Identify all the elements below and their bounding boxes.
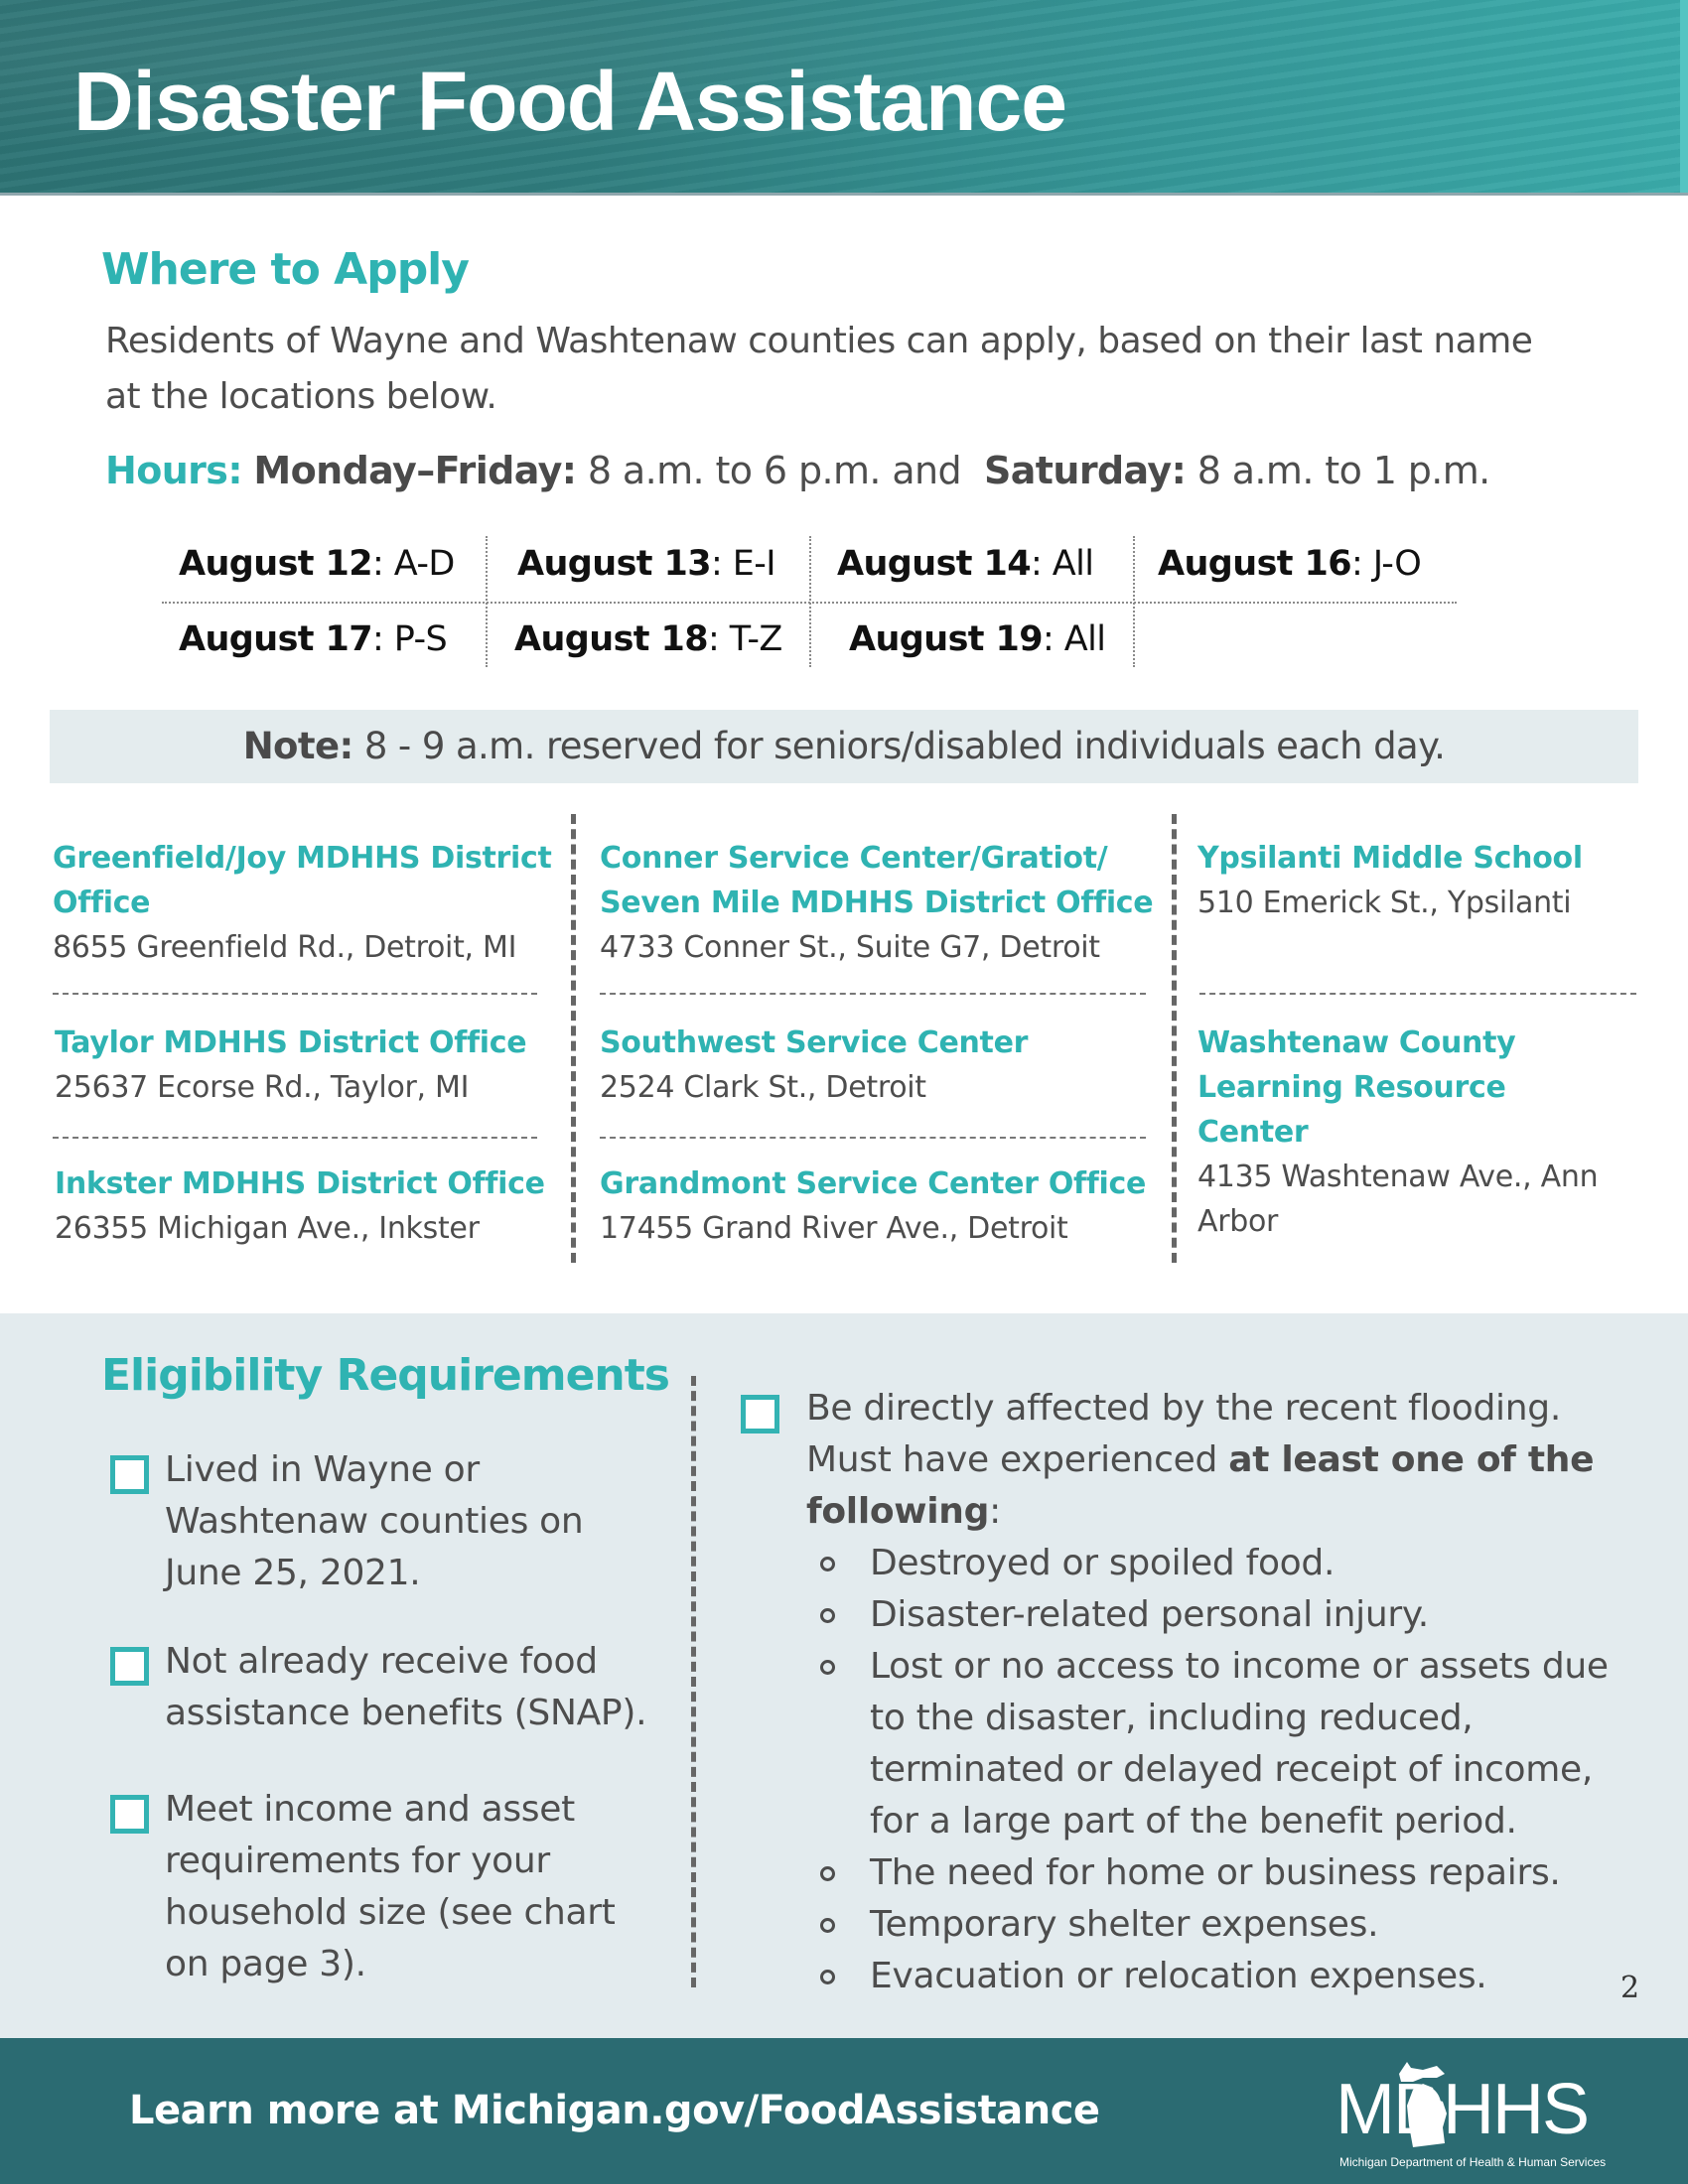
requirement-text: Meet income and asset requirements for your household size (see chart on page 3). bbox=[165, 1789, 616, 1984]
schedule-cell: August 18: T-Z bbox=[514, 619, 782, 659]
sub-requirement-item: Lost or no access to income or assets due to the disaster, including reduced, terminated or delayed receipt of income, for a large part of the benefit period. bbox=[806, 1641, 1611, 1847]
bullet-circle-icon bbox=[820, 1608, 835, 1623]
sub-requirement-item: Disaster-related personal injury. bbox=[806, 1589, 1611, 1641]
intro-paragraph: Residents of Wayne and Washtenaw counties can apply, based on their last name at the locations below. bbox=[105, 321, 1533, 417]
location-separator bbox=[53, 993, 537, 995]
bullet-circle-icon bbox=[820, 1557, 835, 1571]
location-name: Grandmont Service Center Office bbox=[600, 1166, 1147, 1201]
location-name: Taylor MDHHS District Office bbox=[55, 1025, 527, 1060]
requirement-checkbox[interactable] bbox=[741, 1395, 779, 1433]
saturday-label: Saturday: bbox=[983, 449, 1187, 492]
schedule-col-divider bbox=[486, 536, 488, 667]
sub-requirement-item: The need for home or business repairs. bbox=[806, 1847, 1611, 1899]
location-item bbox=[600, 1021, 1156, 1110]
bullet-circle-icon bbox=[820, 1866, 835, 1881]
bullet-circle-icon bbox=[820, 1660, 835, 1675]
locations-column-divider bbox=[571, 814, 576, 1263]
location-name: Washtenaw County Learning Resource Center bbox=[1197, 1025, 1516, 1150]
location-address: 26355 Michigan Ave., Inkster bbox=[55, 1211, 480, 1246]
hours-label: Hours: bbox=[105, 449, 242, 492]
location-name: Conner Service Center/Gratiot/ Seven Mile MDHHS District Office bbox=[600, 841, 1154, 920]
hours-line bbox=[105, 449, 1490, 492]
bullet-circle-icon bbox=[820, 1918, 835, 1933]
bullet-circle-icon bbox=[820, 1970, 835, 1984]
schedule-cell: August 14: All bbox=[837, 544, 1094, 584]
header-banner bbox=[0, 0, 1688, 196]
location-address: 17455 Grand River Ave., Detroit bbox=[600, 1211, 1068, 1246]
location-name: Southwest Service Center bbox=[600, 1025, 1029, 1060]
schedule-cell: August 12: A-D bbox=[179, 544, 455, 584]
location-item bbox=[53, 836, 559, 970]
schedule-table bbox=[162, 534, 1457, 667]
saturday-hours: 8 a.m. to 1 p.m. bbox=[1196, 449, 1490, 492]
location-name: Greenfield/Joy MDHHS District Office bbox=[53, 841, 552, 920]
location-separator bbox=[600, 993, 1146, 995]
location-separator bbox=[600, 1137, 1146, 1139]
sub-requirement-item: Destroyed or spoiled food. bbox=[806, 1538, 1611, 1589]
location-item bbox=[600, 1161, 1156, 1251]
where-to-apply-heading: Where to Apply bbox=[101, 244, 469, 295]
location-item bbox=[1197, 1021, 1624, 1244]
page-title: Disaster Food Assistance bbox=[73, 55, 1066, 148]
locations-column-divider bbox=[1172, 814, 1177, 1263]
sub-requirement-list bbox=[806, 1538, 1611, 2002]
requirement-checkbox[interactable] bbox=[110, 1647, 149, 1686]
logo-wordmark: MDHHS bbox=[1336, 2070, 1588, 2149]
location-address: 25637 Ecorse Rd., Taylor, MI bbox=[55, 1070, 470, 1105]
location-name: Inkster MDHHS District Office bbox=[55, 1166, 545, 1201]
requirement-checkbox[interactable] bbox=[110, 1795, 149, 1834]
sub-requirement-item: Evacuation or relocation expenses. bbox=[806, 1951, 1611, 2002]
location-item bbox=[55, 1161, 561, 1251]
location-address: 510 Emerick St., Ypsilanti bbox=[1197, 886, 1572, 920]
schedule-cell: August 17: P-S bbox=[179, 619, 448, 659]
location-item bbox=[600, 836, 1156, 970]
note-text: 8 - 9 a.m. reserved for seniors/disabled individuals each day. bbox=[363, 725, 1446, 767]
eligibility-heading: Eligibility Requirements bbox=[101, 1350, 669, 1401]
food-assistance-link[interactable]: Learn more at Michigan.gov/FoodAssistance bbox=[129, 2088, 1100, 2133]
note-banner bbox=[50, 710, 1638, 783]
note-label: Note: bbox=[242, 725, 353, 767]
weekday-label: Monday–Friday: bbox=[253, 449, 577, 492]
header-edge-strip bbox=[1680, 0, 1688, 193]
location-separator bbox=[53, 1137, 537, 1139]
location-separator bbox=[1199, 993, 1636, 995]
requirement-text: Not already receive food assistance benefits (SNAP). bbox=[165, 1641, 647, 1733]
location-item bbox=[1197, 836, 1634, 925]
weekday-hours: 8 a.m. to 6 p.m. and bbox=[587, 449, 962, 492]
mdhhs-logo bbox=[1336, 2056, 1623, 2175]
schedule-col-divider bbox=[1133, 536, 1135, 667]
schedule-col-divider bbox=[809, 536, 811, 667]
sub-requirement-item: Temporary shelter expenses. bbox=[806, 1899, 1611, 1951]
location-address: 4733 Conner St., Suite G7, Detroit bbox=[600, 930, 1100, 965]
eligibility-column-divider bbox=[691, 1376, 696, 1987]
logo-subtitle: Michigan Department of Health & Human Services bbox=[1339, 2155, 1607, 2169]
requirement-checkbox[interactable] bbox=[110, 1455, 149, 1494]
requirement-text: Be directly affected by the recent flooding. Must have experienced at least one of the following: Destroyed or spoiled food. Disaster-related personal injury. Lost or no access to income or assets due to the disaster, including reduced, terminated or delayed receipt of income, for a large part of the benefit period. The need for home or business repairs. Temporary shelter expenses. Evacuation or relocation expenses. bbox=[806, 1383, 1611, 2002]
location-address: 4135 Washtenaw Ave., Ann Arbor bbox=[1197, 1160, 1599, 1239]
footer-banner bbox=[0, 2038, 1688, 2184]
schedule-cell: August 16: J-O bbox=[1158, 544, 1422, 584]
page-number: 2 bbox=[1620, 1971, 1640, 2005]
requirement-text: Lived in Wayne or Washtenaw counties on June 25, 2021. bbox=[165, 1449, 584, 1593]
schedule-cell: August 19: All bbox=[849, 619, 1106, 659]
schedule-cell: August 13: E-I bbox=[517, 544, 776, 584]
location-name: Ypsilanti Middle School bbox=[1197, 841, 1583, 876]
location-item bbox=[55, 1021, 561, 1110]
location-address: 2524 Clark St., Detroit bbox=[600, 1070, 926, 1105]
location-address: 8655 Greenfield Rd., Detroit, MI bbox=[53, 930, 517, 965]
